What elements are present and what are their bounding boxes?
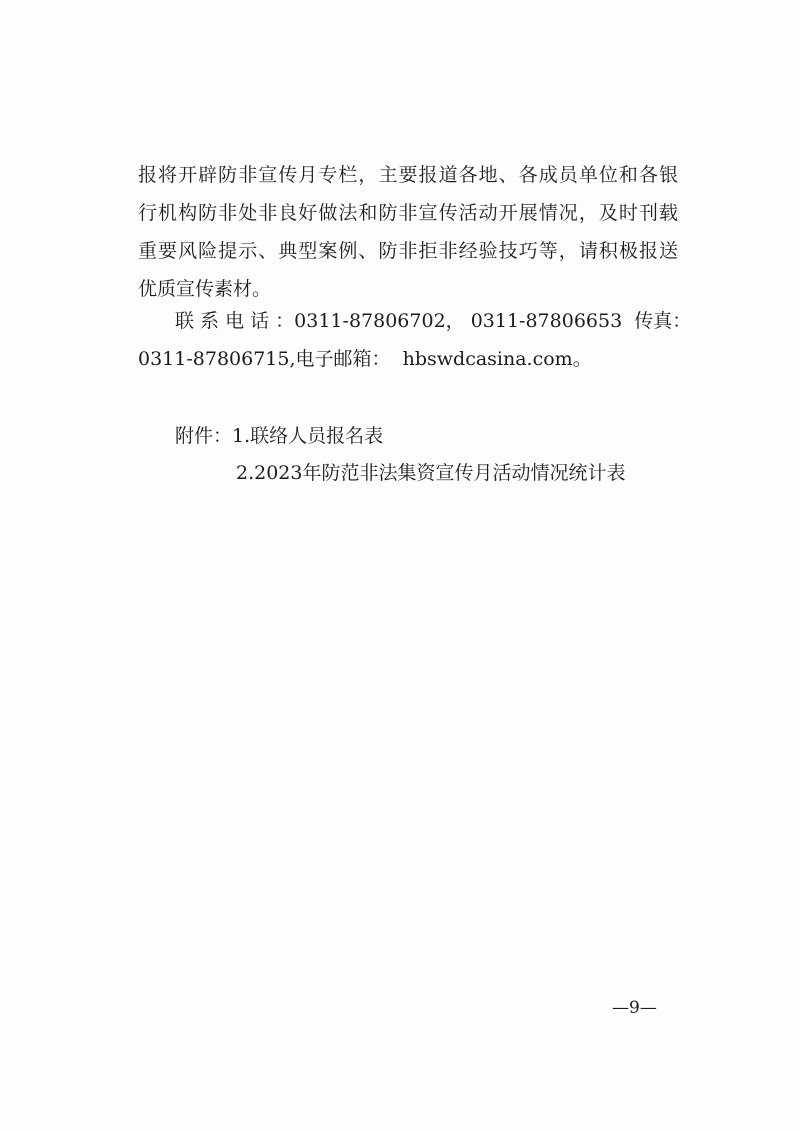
- contact-line-1: [175, 309, 691, 333]
- email-address: hbswdcasina.com。: [402, 348, 592, 370]
- body-line-3: 重要风险提示、典型案例、防非拒非经验技巧等，请积极报送: [138, 240, 678, 262]
- contact-line-2: [138, 347, 678, 371]
- page-number: —9—: [612, 998, 657, 1018]
- phone-label: 联 系 电 话 ：: [175, 310, 295, 332]
- phone-numbers: 0311-87806702， 0311-87806653: [294, 310, 623, 332]
- fax-label: 传真：: [634, 310, 692, 332]
- body-line-2: 行机构防非处非良好做法和防非宣传活动开展情况，及时刊载: [138, 202, 678, 224]
- body-line-1: 报将开辟防非宣传月专栏，主要报道各地、各成员单位和各银: [138, 164, 678, 186]
- attachment-label: 附件：: [175, 425, 233, 447]
- body-line-4: 优质宣传素材。: [138, 278, 272, 300]
- attachment-item-1: 1.联络人员报名表: [232, 425, 384, 447]
- attachment-item-2: 2.2023年防范非法集资宣传月活动情况统计表: [236, 462, 626, 484]
- attachment-line-1: [175, 424, 383, 448]
- email-label: ,电子邮箱：: [289, 348, 391, 370]
- fax-number: 0311-87806715: [138, 348, 290, 370]
